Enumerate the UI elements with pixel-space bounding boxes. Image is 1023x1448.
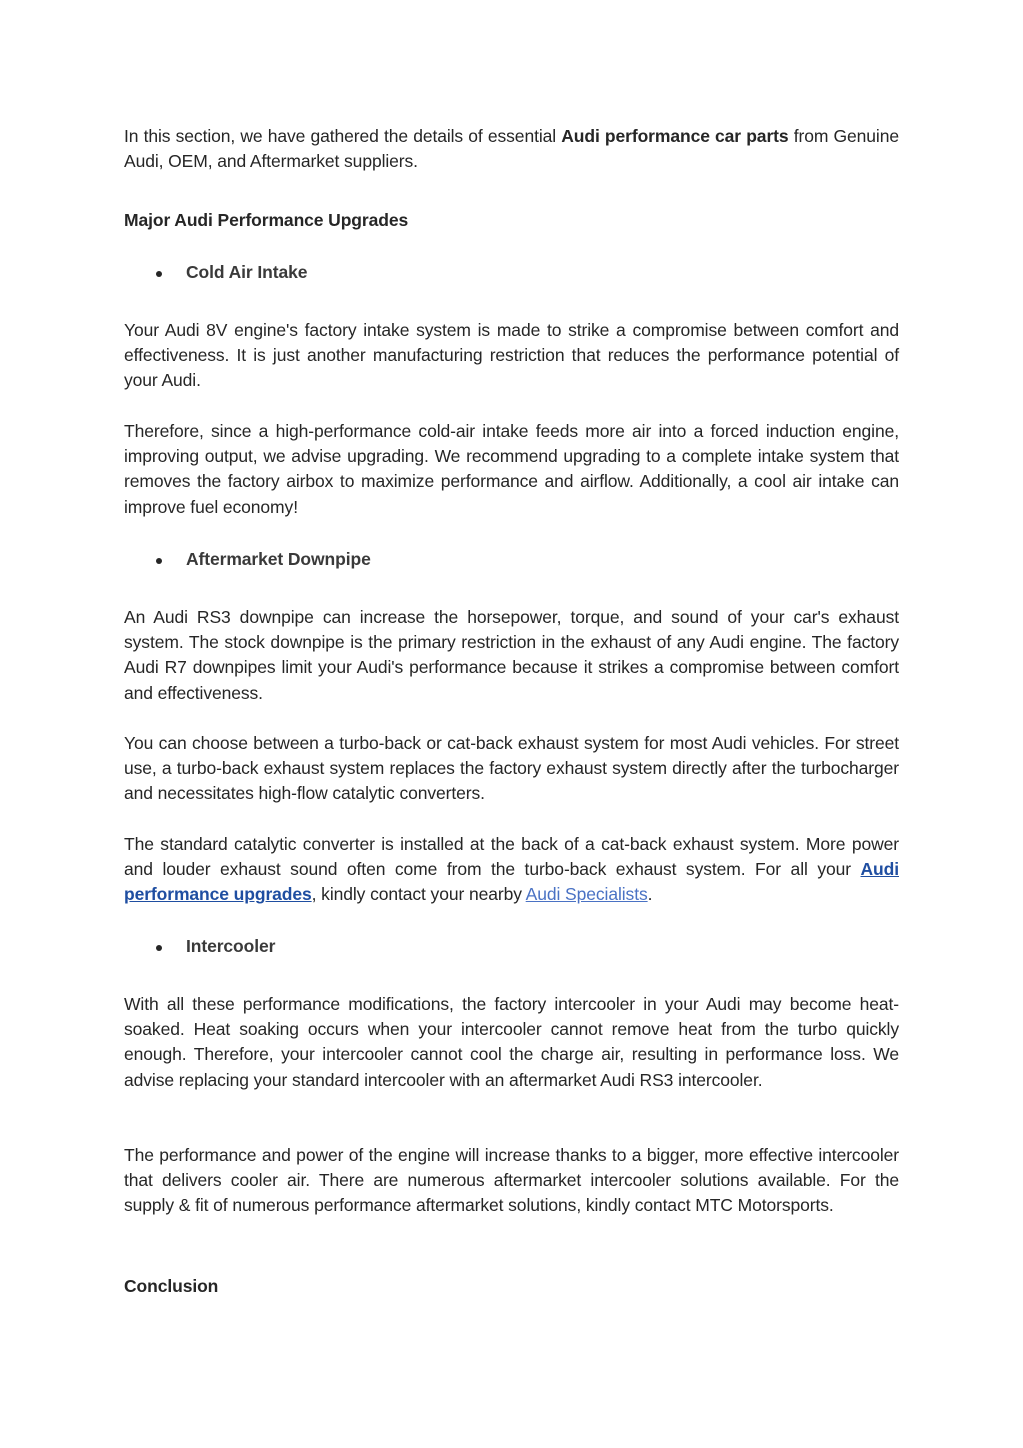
downpipe-paragraph-3	[124, 832, 899, 908]
downpipe-paragraph-1: An Audi RS3 downpipe can increase the horsepower, torque, and sound of your car's exhaust system. The stock downpipe is the primary restriction in the exhaust of any Audi engine. The factory Audi R7 downpipes limit your Audi's performance because it strikes a compromise between comfort and effectiveness.	[124, 607, 899, 703]
bullet-icon	[156, 945, 162, 951]
intro-text-end: from Genuine Audi, OEM, and Aftermarket suppliers.	[124, 126, 899, 172]
downpipe-p3-mid: , kindly contact your nearby	[311, 884, 526, 905]
bullet-icon	[156, 271, 162, 277]
downpipe-p3-text: The standard catalytic converter is installed at the back of a cat-back exhaust system. More power and louder exhaust sound often come from the turbo-back exhaust system. For all your	[124, 834, 899, 880]
intercooler-paragraph-2: The performance and power of the engine will increase thanks to a bigger, more effective intercooler that delivers cooler air. There are numerous aftermarket intercooler solutions available. For the supply & fit of numerous performance aftermarket solutions, kindly contact MTC Motorsports.	[124, 1145, 899, 1216]
heading-conclusion: Conclusion	[124, 1276, 219, 1296]
bullet-icon	[156, 558, 162, 564]
list-item-label: Intercooler	[186, 936, 276, 956]
cold-air-paragraph-2: Therefore, since a high-performance cold-air intake feeds more air into a forced induction engine, improving output, we advise upgrading. We recommend upgrading to a complete intake system that removes the factory airbox to maximize performance and airflow. Additionally, a cool air intake can improve fuel economy!	[124, 421, 899, 517]
heading-major-upgrades: Major Audi Performance Upgrades	[124, 210, 409, 230]
list-item-aftermarket-downpipe	[156, 547, 371, 572]
list-item-label: Aftermarket Downpipe	[186, 549, 371, 569]
intro-bold-text: Audi performance car parts	[561, 126, 789, 146]
list-item-label: Cold Air Intake	[186, 262, 308, 282]
list-item-intercooler	[156, 934, 276, 959]
intro-paragraph	[124, 124, 899, 174]
audi-specialists-link[interactable]: Audi Specialists	[525, 884, 648, 905]
downpipe-paragraph-2: You can choose between a turbo-back or cat-back exhaust system for most Audi vehicles. For street use, a turbo-back exhaust system replaces the factory exhaust system directly after the turbocharger and necessitates high-flow catalytic converters.	[124, 733, 899, 804]
intercooler-paragraph-1: With all these performance modifications, the factory intercooler in your Audi may become heat-soaked. Heat soaking occurs when your intercooler cannot remove heat from the turbo quickly enough. Therefore, your intercooler cannot cool the charge air, resulting in performance loss. We advise replacing your standard intercooler with an aftermarket Audi RS3 intercooler.	[124, 994, 899, 1090]
downpipe-p3-end: .	[647, 884, 653, 905]
intro-text: In this section, we have gathered the details of essential	[124, 126, 562, 146]
list-item-cold-air-intake	[156, 260, 308, 285]
audi-performance-upgrades-link[interactable]: Audi performance upgrades	[124, 859, 899, 905]
cold-air-paragraph-1: Your Audi 8V engine's factory intake system is made to strike a compromise between comfort and effectiveness. It is just another manufacturing restriction that reduces the performance potential of your Audi.	[124, 320, 899, 391]
